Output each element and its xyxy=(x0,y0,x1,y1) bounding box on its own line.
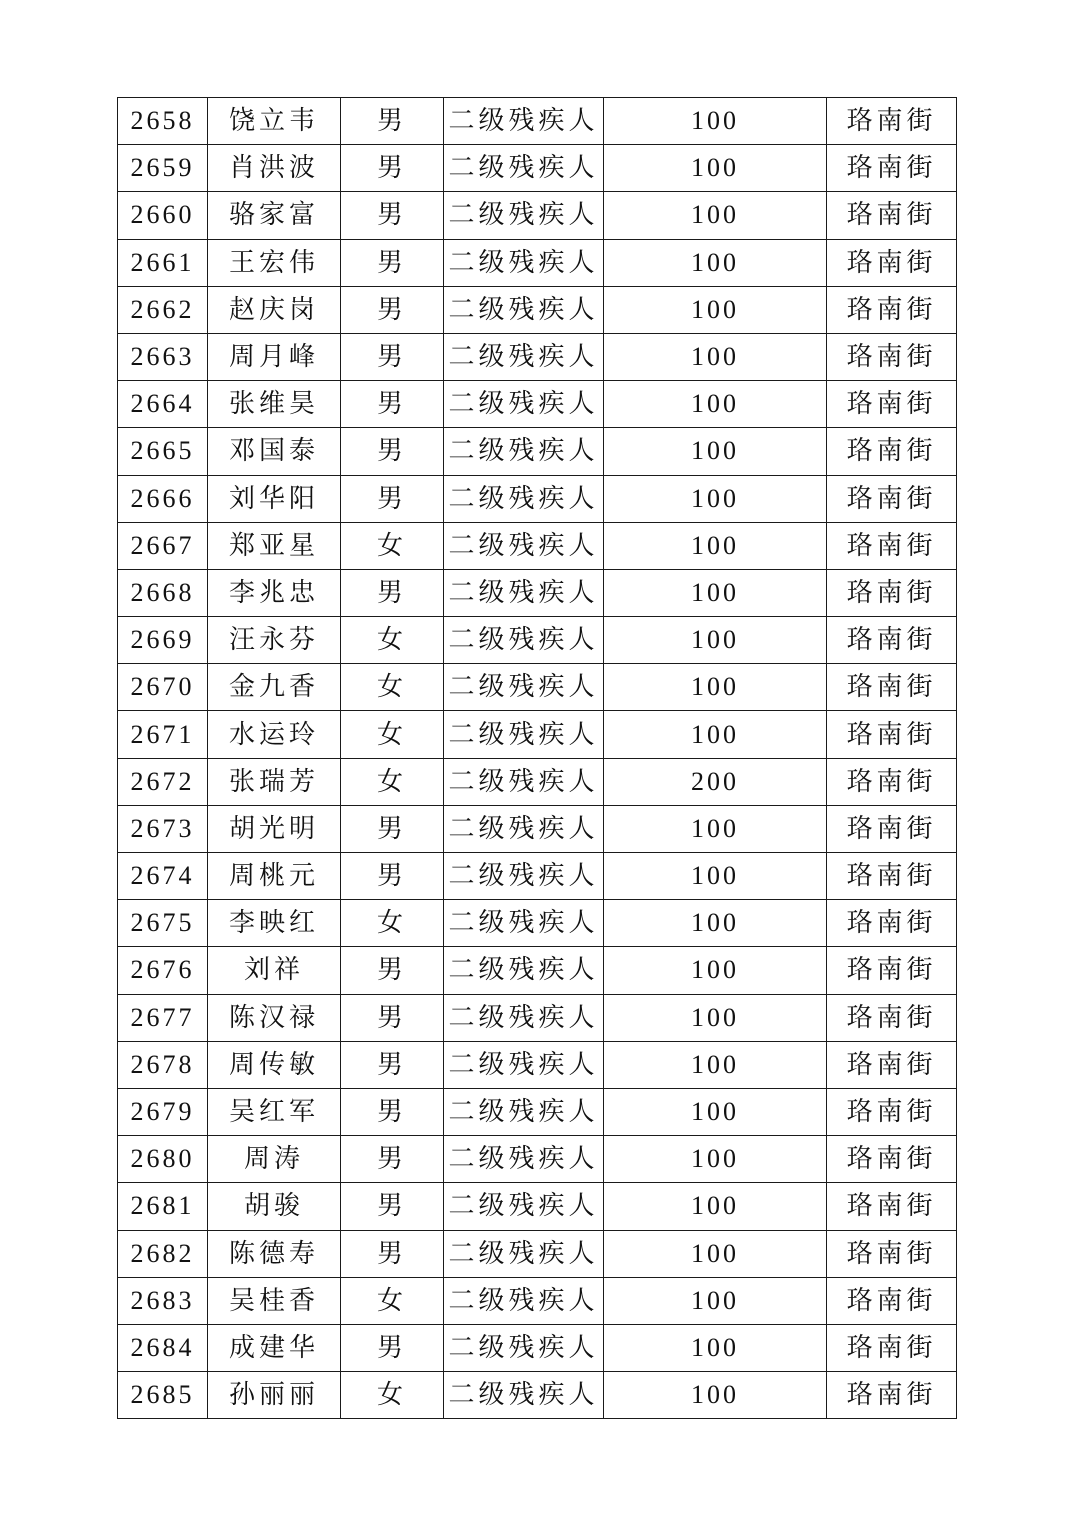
person-name-cell: 陈德寿 xyxy=(208,1230,341,1277)
record-number-cell: 2676 xyxy=(118,947,208,994)
record-number-cell: 2665 xyxy=(118,428,208,475)
street-cell: 珞南街 xyxy=(827,664,957,711)
street-cell: 珞南街 xyxy=(827,1136,957,1183)
table-row xyxy=(118,1277,957,1324)
street-cell: 珞南街 xyxy=(827,239,957,286)
gender-cell: 男 xyxy=(341,333,444,380)
table-row xyxy=(118,569,957,616)
person-name-cell: 吴桂香 xyxy=(208,1277,341,1324)
amount-cell: 100 xyxy=(604,192,827,239)
street-cell: 珞南街 xyxy=(827,900,957,947)
street-cell: 珞南街 xyxy=(827,475,957,522)
disability-category-cell: 二级残疾人 xyxy=(444,1277,604,1324)
street-cell: 珞南街 xyxy=(827,617,957,664)
amount-cell: 100 xyxy=(604,1372,827,1419)
table-row xyxy=(118,1230,957,1277)
table-row xyxy=(118,475,957,522)
gender-cell: 女 xyxy=(341,711,444,758)
table-row xyxy=(118,1372,957,1419)
table-row xyxy=(118,428,957,475)
person-name-cell: 张维昊 xyxy=(208,381,341,428)
table-row xyxy=(118,853,957,900)
amount-cell: 100 xyxy=(604,994,827,1041)
street-cell: 珞南街 xyxy=(827,1277,957,1324)
record-number-cell: 2669 xyxy=(118,617,208,664)
amount-cell: 100 xyxy=(604,711,827,758)
amount-cell: 100 xyxy=(604,1183,827,1230)
table-row xyxy=(118,664,957,711)
disability-category-cell: 二级残疾人 xyxy=(444,994,604,1041)
table-row xyxy=(118,286,957,333)
street-cell: 珞南街 xyxy=(827,381,957,428)
disability-category-cell: 二级残疾人 xyxy=(444,805,604,852)
disability-category-cell: 二级残疾人 xyxy=(444,1041,604,1088)
amount-cell: 100 xyxy=(604,286,827,333)
gender-cell: 男 xyxy=(341,475,444,522)
amount-cell: 100 xyxy=(604,1277,827,1324)
record-number-cell: 2679 xyxy=(118,1088,208,1135)
street-cell: 珞南街 xyxy=(827,1088,957,1135)
person-name-cell: 金九香 xyxy=(208,664,341,711)
gender-cell: 女 xyxy=(341,758,444,805)
gender-cell: 男 xyxy=(341,1088,444,1135)
street-cell: 珞南街 xyxy=(827,569,957,616)
record-number-cell: 2664 xyxy=(118,381,208,428)
amount-cell: 100 xyxy=(604,1136,827,1183)
gender-cell: 男 xyxy=(341,853,444,900)
record-number-cell: 2670 xyxy=(118,664,208,711)
amount-cell: 100 xyxy=(604,569,827,616)
gender-cell: 男 xyxy=(341,994,444,1041)
record-number-cell: 2675 xyxy=(118,900,208,947)
record-number-cell: 2659 xyxy=(118,145,208,192)
table-row xyxy=(118,900,957,947)
street-cell: 珞南街 xyxy=(827,805,957,852)
gender-cell: 女 xyxy=(341,617,444,664)
disability-category-cell: 二级残疾人 xyxy=(444,900,604,947)
record-number-cell: 2661 xyxy=(118,239,208,286)
person-name-cell: 李映红 xyxy=(208,900,341,947)
disability-category-cell: 二级残疾人 xyxy=(444,475,604,522)
person-name-cell: 汪永芬 xyxy=(208,617,341,664)
amount-cell: 100 xyxy=(604,664,827,711)
gender-cell: 男 xyxy=(341,947,444,994)
amount-cell: 100 xyxy=(604,900,827,947)
roster-table-body xyxy=(118,98,957,1419)
street-cell: 珞南街 xyxy=(827,1372,957,1419)
gender-cell: 男 xyxy=(341,381,444,428)
person-name-cell: 周桃元 xyxy=(208,853,341,900)
gender-cell: 男 xyxy=(341,145,444,192)
record-number-cell: 2658 xyxy=(118,98,208,145)
disability-category-cell: 二级残疾人 xyxy=(444,239,604,286)
record-number-cell: 2682 xyxy=(118,1230,208,1277)
record-number-cell: 2672 xyxy=(118,758,208,805)
gender-cell: 女 xyxy=(341,664,444,711)
gender-cell: 女 xyxy=(341,522,444,569)
amount-cell: 100 xyxy=(604,1324,827,1371)
disability-category-cell: 二级残疾人 xyxy=(444,617,604,664)
record-number-cell: 2668 xyxy=(118,569,208,616)
disability-category-cell: 二级残疾人 xyxy=(444,1088,604,1135)
disability-category-cell: 二级残疾人 xyxy=(444,1372,604,1419)
gender-cell: 男 xyxy=(341,1136,444,1183)
street-cell: 珞南街 xyxy=(827,994,957,1041)
street-cell: 珞南街 xyxy=(827,1324,957,1371)
person-name-cell: 陈汉禄 xyxy=(208,994,341,1041)
gender-cell: 男 xyxy=(341,428,444,475)
record-number-cell: 2683 xyxy=(118,1277,208,1324)
disability-category-cell: 二级残疾人 xyxy=(444,711,604,758)
disability-category-cell: 二级残疾人 xyxy=(444,1324,604,1371)
street-cell: 珞南街 xyxy=(827,522,957,569)
record-number-cell: 2674 xyxy=(118,853,208,900)
street-cell: 珞南街 xyxy=(827,1041,957,1088)
street-cell: 珞南街 xyxy=(827,1230,957,1277)
person-name-cell: 赵庆岗 xyxy=(208,286,341,333)
amount-cell: 200 xyxy=(604,758,827,805)
person-name-cell: 张瑞芳 xyxy=(208,758,341,805)
gender-cell: 女 xyxy=(341,1277,444,1324)
amount-cell: 100 xyxy=(604,239,827,286)
disability-category-cell: 二级残疾人 xyxy=(444,381,604,428)
disability-category-cell: 二级残疾人 xyxy=(444,192,604,239)
table-row xyxy=(118,947,957,994)
record-number-cell: 2660 xyxy=(118,192,208,239)
disability-category-cell: 二级残疾人 xyxy=(444,758,604,805)
person-name-cell: 成建华 xyxy=(208,1324,341,1371)
disability-category-cell: 二级残疾人 xyxy=(444,428,604,475)
person-name-cell: 饶立韦 xyxy=(208,98,341,145)
table-row xyxy=(118,711,957,758)
amount-cell: 100 xyxy=(604,1041,827,1088)
gender-cell: 男 xyxy=(341,286,444,333)
gender-cell: 男 xyxy=(341,1041,444,1088)
amount-cell: 100 xyxy=(604,381,827,428)
table-row xyxy=(118,381,957,428)
amount-cell: 100 xyxy=(604,333,827,380)
table-row xyxy=(118,1324,957,1371)
gender-cell: 女 xyxy=(341,1372,444,1419)
table-row xyxy=(118,1088,957,1135)
person-name-cell: 周月峰 xyxy=(208,333,341,380)
street-cell: 珞南街 xyxy=(827,286,957,333)
amount-cell: 100 xyxy=(604,853,827,900)
table-row xyxy=(118,805,957,852)
disability-category-cell: 二级残疾人 xyxy=(444,98,604,145)
disability-category-cell: 二级残疾人 xyxy=(444,286,604,333)
street-cell: 珞南街 xyxy=(827,853,957,900)
disability-category-cell: 二级残疾人 xyxy=(444,145,604,192)
person-name-cell: 胡光明 xyxy=(208,805,341,852)
person-name-cell: 骆家富 xyxy=(208,192,341,239)
record-number-cell: 2667 xyxy=(118,522,208,569)
disability-category-cell: 二级残疾人 xyxy=(444,1183,604,1230)
amount-cell: 100 xyxy=(604,617,827,664)
disability-category-cell: 二级残疾人 xyxy=(444,1136,604,1183)
person-name-cell: 孙丽丽 xyxy=(208,1372,341,1419)
table-row xyxy=(118,239,957,286)
record-number-cell: 2662 xyxy=(118,286,208,333)
person-name-cell: 胡骏 xyxy=(208,1183,341,1230)
table-row xyxy=(118,192,957,239)
record-number-cell: 2673 xyxy=(118,805,208,852)
street-cell: 珞南街 xyxy=(827,1183,957,1230)
gender-cell: 男 xyxy=(341,1230,444,1277)
gender-cell: 男 xyxy=(341,192,444,239)
person-name-cell: 肖洪波 xyxy=(208,145,341,192)
disability-category-cell: 二级残疾人 xyxy=(444,333,604,380)
record-number-cell: 2678 xyxy=(118,1041,208,1088)
street-cell: 珞南街 xyxy=(827,758,957,805)
amount-cell: 100 xyxy=(604,805,827,852)
disability-category-cell: 二级残疾人 xyxy=(444,522,604,569)
person-name-cell: 邓国泰 xyxy=(208,428,341,475)
amount-cell: 100 xyxy=(604,1088,827,1135)
person-name-cell: 李兆忠 xyxy=(208,569,341,616)
table-row xyxy=(118,98,957,145)
table-row xyxy=(118,333,957,380)
table-row xyxy=(118,994,957,1041)
street-cell: 珞南街 xyxy=(827,192,957,239)
street-cell: 珞南街 xyxy=(827,98,957,145)
record-number-cell: 2680 xyxy=(118,1136,208,1183)
amount-cell: 100 xyxy=(604,475,827,522)
amount-cell: 100 xyxy=(604,947,827,994)
amount-cell: 100 xyxy=(604,1230,827,1277)
record-number-cell: 2684 xyxy=(118,1324,208,1371)
person-name-cell: 王宏伟 xyxy=(208,239,341,286)
disability-category-cell: 二级残疾人 xyxy=(444,947,604,994)
street-cell: 珞南街 xyxy=(827,333,957,380)
person-name-cell: 周传敏 xyxy=(208,1041,341,1088)
table-row xyxy=(118,1183,957,1230)
record-number-cell: 2685 xyxy=(118,1372,208,1419)
person-name-cell: 吴红军 xyxy=(208,1088,341,1135)
person-name-cell: 水运玲 xyxy=(208,711,341,758)
street-cell: 珞南街 xyxy=(827,947,957,994)
roster-table xyxy=(117,97,957,1419)
gender-cell: 男 xyxy=(341,1324,444,1371)
gender-cell: 男 xyxy=(341,1183,444,1230)
street-cell: 珞南街 xyxy=(827,428,957,475)
record-number-cell: 2681 xyxy=(118,1183,208,1230)
gender-cell: 男 xyxy=(341,569,444,616)
record-number-cell: 2671 xyxy=(118,711,208,758)
person-name-cell: 郑亚星 xyxy=(208,522,341,569)
record-number-cell: 2666 xyxy=(118,475,208,522)
table-row xyxy=(118,522,957,569)
gender-cell: 女 xyxy=(341,900,444,947)
street-cell: 珞南街 xyxy=(827,145,957,192)
disability-category-cell: 二级残疾人 xyxy=(444,1230,604,1277)
table-row xyxy=(118,1041,957,1088)
amount-cell: 100 xyxy=(604,145,827,192)
amount-cell: 100 xyxy=(604,428,827,475)
person-name-cell: 刘华阳 xyxy=(208,475,341,522)
record-number-cell: 2677 xyxy=(118,994,208,1041)
person-name-cell: 刘祥 xyxy=(208,947,341,994)
table-row xyxy=(118,1136,957,1183)
gender-cell: 男 xyxy=(341,805,444,852)
person-name-cell: 周涛 xyxy=(208,1136,341,1183)
disability-category-cell: 二级残疾人 xyxy=(444,569,604,616)
amount-cell: 100 xyxy=(604,522,827,569)
amount-cell: 100 xyxy=(604,98,827,145)
gender-cell: 男 xyxy=(341,239,444,286)
street-cell: 珞南街 xyxy=(827,711,957,758)
disability-category-cell: 二级残疾人 xyxy=(444,664,604,711)
table-row xyxy=(118,758,957,805)
table-row xyxy=(118,617,957,664)
record-number-cell: 2663 xyxy=(118,333,208,380)
table-row xyxy=(118,145,957,192)
gender-cell: 男 xyxy=(341,98,444,145)
disability-category-cell: 二级残疾人 xyxy=(444,853,604,900)
